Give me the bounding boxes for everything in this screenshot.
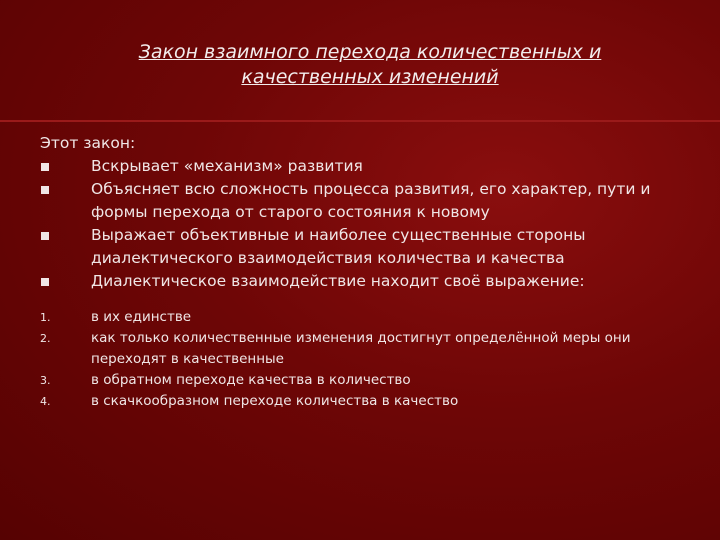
numbered-item — [40, 391, 680, 412]
bullet-item — [40, 155, 680, 178]
bullet-text: Диалектическое взаимодействие находит своё выражение: — [91, 272, 585, 290]
title-divider — [0, 120, 720, 122]
item-number: 2. — [40, 332, 51, 345]
numbered-item — [40, 307, 680, 328]
square-bullet-icon — [41, 278, 49, 286]
numbered-text: в скачкообразном переходе количества в качество — [91, 393, 459, 409]
square-bullet-icon — [41, 163, 49, 171]
bullet-item — [40, 270, 680, 293]
slide-title-line-1: Закон взаимного перехода количественных и — [138, 41, 602, 63]
bullet-text: Выражает объективные и наиболее существенные стороны диалектического взаимодействия количества и качества — [91, 226, 586, 267]
intro-text: Этот закон: — [40, 134, 136, 152]
item-number: 4. — [40, 395, 51, 408]
numbered-text: в их единстве — [91, 309, 192, 325]
item-number: 3. — [40, 374, 51, 387]
slide-title-line-2: качественных изменений — [241, 66, 499, 88]
square-bullet-icon — [41, 232, 49, 240]
square-bullet-icon — [41, 186, 49, 194]
numbered-item — [40, 370, 680, 391]
bullet-text: Объясняет всю сложность процесса развития, его характер, пути и формы перехода от старого состояния к новому — [91, 180, 651, 221]
slide-title — [0, 40, 720, 90]
numbered-text: как только количественные изменения достигнут определённой меры они переходят в качественные — [91, 330, 631, 367]
numbered-list — [40, 307, 680, 412]
bullet-text: Вскрывает «механизм» развития — [91, 157, 363, 175]
numbered-text: в обратном переходе качества в количество — [91, 372, 411, 388]
bullet-item — [40, 224, 680, 270]
bullet-list — [40, 155, 680, 293]
item-number: 1. — [40, 311, 51, 324]
bullet-item — [40, 178, 680, 224]
numbered-item — [40, 328, 680, 370]
slide-body — [40, 132, 680, 412]
